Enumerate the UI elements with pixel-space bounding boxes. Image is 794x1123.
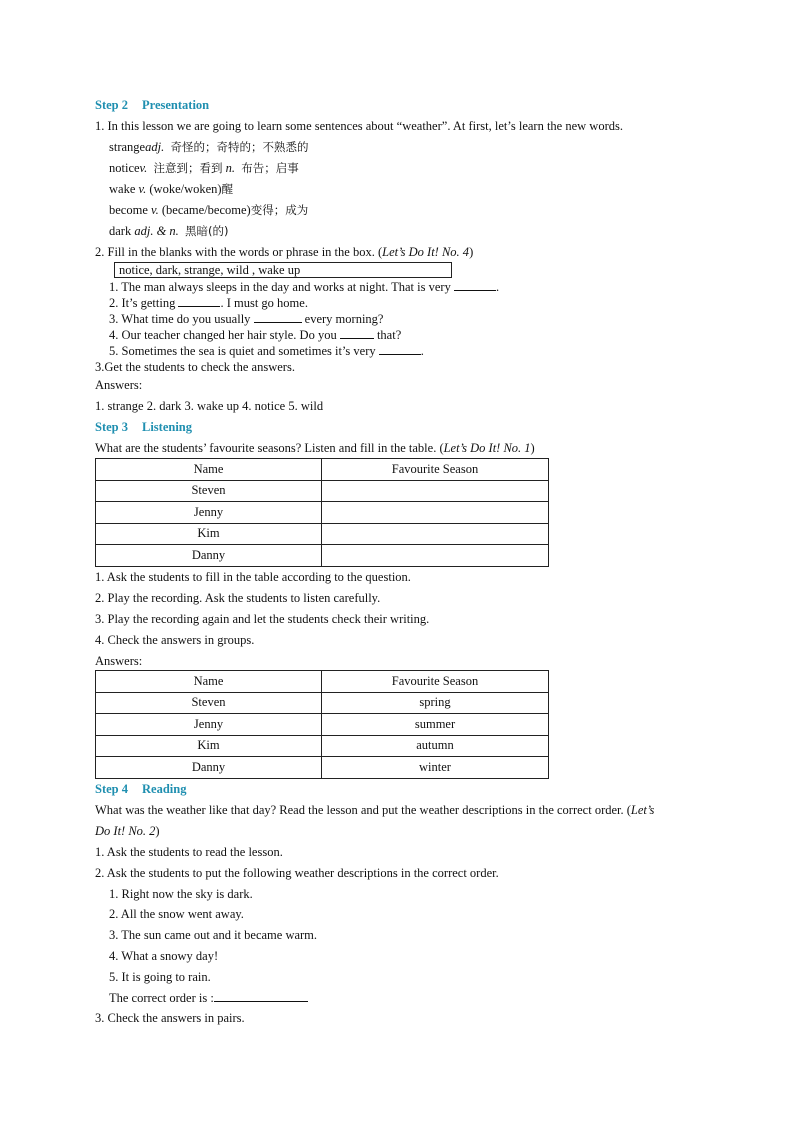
step3-step-4: 4. Check the answers in groups. <box>95 633 255 647</box>
step2-intro: 1. In this lesson we are going to learn some sentences about “weather”. At first, let’s learn the new words. <box>95 119 623 133</box>
step2-heading <box>95 97 209 113</box>
order-answer-blank[interactable] <box>214 990 308 1002</box>
cell-season-input[interactable] <box>322 480 549 502</box>
vocab-become: become v. (became/become)变得；成为 <box>109 203 309 217</box>
cell-season-input[interactable] <box>322 502 549 524</box>
step4-title: Reading <box>142 782 187 796</box>
step2-question2: 2. Fill in the blanks with the words or phrase in the box. (Let’s Do It! No. 4) <box>95 245 474 259</box>
step4-heading <box>95 781 186 797</box>
table-row <box>96 692 549 714</box>
correct-order-line: The correct order is : <box>109 990 308 1006</box>
step3-heading <box>95 419 192 435</box>
table-row <box>96 757 549 779</box>
sentence-5: 5. Sometimes the sea is quiet and sometimes it’s very . <box>109 344 424 358</box>
header-name: Name <box>96 459 322 481</box>
cell-season: autumn <box>322 735 549 757</box>
answer-blank[interactable] <box>254 311 302 323</box>
step3-label: Step 3 <box>95 420 128 434</box>
vocab-wake: wake v. (woke/woken)醒 <box>109 182 234 196</box>
step4-final: 3. Check the answers in pairs. <box>95 1011 245 1025</box>
vocab-notice: noticev. 注意到；看到 n. 布告；启事 <box>109 161 299 175</box>
cell-season: winter <box>322 757 549 779</box>
description-5: 5. It is going to rain. <box>109 970 211 984</box>
cell-season: spring <box>322 692 549 714</box>
sentence-2: 2. It’s getting . I must go home. <box>109 296 308 310</box>
table-header-row <box>96 671 549 693</box>
step3-answers-label: Answers: <box>95 654 143 668</box>
season-table-blank <box>95 458 549 567</box>
cell-name: Steven <box>96 692 322 714</box>
header-name: Name <box>96 671 322 693</box>
description-2: 2. All the snow went away. <box>109 907 244 921</box>
table-row <box>96 502 549 524</box>
step3-step-2: 2. Play the recording. Ask the students to listen carefully. <box>95 591 381 605</box>
cell-name: Kim <box>96 735 322 757</box>
table-row <box>96 714 549 736</box>
step4-label: Step 4 <box>95 782 128 796</box>
step2-answers-label: Answers: <box>95 378 143 392</box>
step4-intro-line2: Do It! No. 2) <box>95 824 160 838</box>
header-season: Favourite Season <box>322 671 549 693</box>
cell-name: Danny <box>96 545 322 567</box>
description-4: 4. What a snowy day! <box>109 949 219 963</box>
table-row <box>96 480 549 502</box>
answer-blank[interactable] <box>340 327 374 339</box>
word-box: notice, dark, strange, wild , wake up <box>114 262 452 278</box>
cell-name: Kim <box>96 523 322 545</box>
cell-name: Steven <box>96 480 322 502</box>
answer-blank[interactable] <box>454 279 496 291</box>
sentence-3: 3. What time do you usually every morning? <box>109 312 384 326</box>
step3-intro: What are the students’ favourite seasons? Listen and fill in the table. (Let’s Do It! No. 1) <box>95 441 535 455</box>
step2-answers: 1. strange 2. dark 3. wake up 4. notice 5. wild <box>95 399 324 413</box>
cell-season-input[interactable] <box>322 523 549 545</box>
season-table-answers <box>95 670 549 779</box>
table-header-row <box>96 459 549 481</box>
sentence-1: 1. The man always sleeps in the day and works at night. That is very . <box>109 280 500 294</box>
header-season: Favourite Season <box>322 459 549 481</box>
cell-name: Jenny <box>96 714 322 736</box>
cell-season: summer <box>322 714 549 736</box>
step3-title: Listening <box>142 420 193 434</box>
step3-step-1: 1. Ask the students to fill in the table according to the question. <box>95 570 411 584</box>
step4-step-1: 1. Ask the students to read the lesson. <box>95 845 283 859</box>
sentence-4: 4. Our teacher changed her hair style. Do you that? <box>109 328 402 342</box>
description-1: 1. Right now the sky is dark. <box>109 887 253 901</box>
table-row <box>96 545 549 567</box>
step3-step-3: 3. Play the recording again and let the students check their writing. <box>95 612 430 626</box>
step2-label: Step 2 <box>95 98 128 112</box>
step2-title: Presentation <box>142 98 210 112</box>
table-row <box>96 735 549 757</box>
vocab-strange: strangeadj. 奇怪的；奇特的；不熟悉的 <box>109 140 309 154</box>
table-row <box>96 523 549 545</box>
step2-question3: 3.Get the students to check the answers. <box>95 360 295 374</box>
cell-name: Jenny <box>96 502 322 524</box>
cell-name: Danny <box>96 757 322 779</box>
step4-step-2: 2. Ask the students to put the following weather descriptions in the correct order. <box>95 866 499 880</box>
vocab-dark: dark adj. & n. 黑暗(的) <box>109 224 229 238</box>
step4-intro-line1: What was the weather like that day? Read the lesson and put the weather descriptions in the correct order. (Let’s <box>95 803 655 817</box>
cell-season-input[interactable] <box>322 545 549 567</box>
answer-blank[interactable] <box>178 295 220 307</box>
answer-blank[interactable] <box>379 343 421 355</box>
description-3: 3. The sun came out and it became warm. <box>109 928 318 942</box>
